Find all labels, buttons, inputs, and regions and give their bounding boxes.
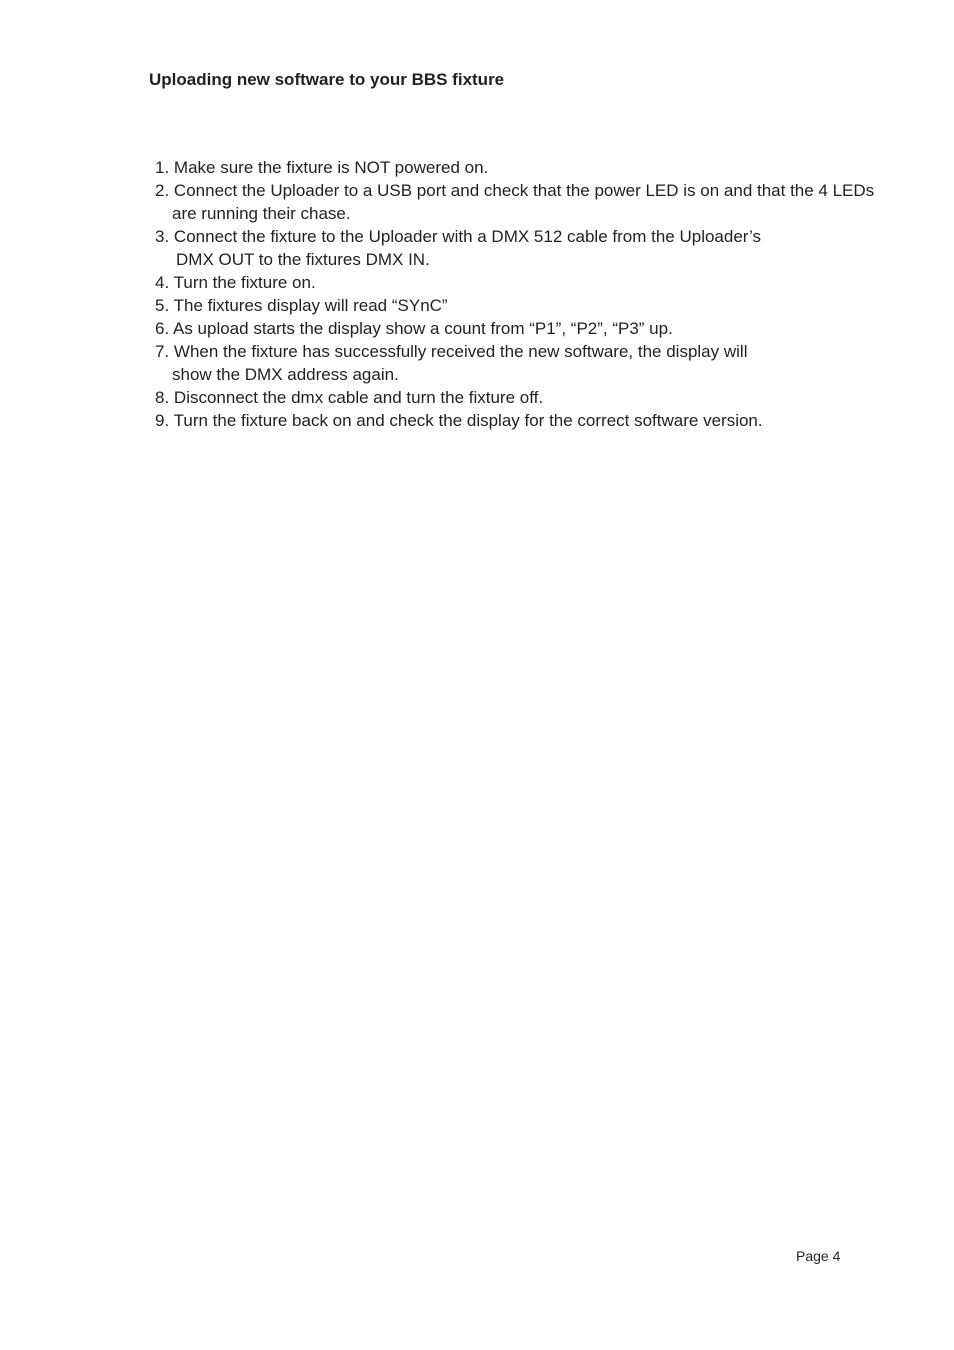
step-line: [155, 386, 915, 409]
step-number: 1.: [155, 158, 170, 177]
step-number: 6.: [155, 319, 170, 338]
step-text: As upload starts the display show a count from “P1”, “P2”, “P3” up.: [172, 319, 673, 338]
step-text: Connect the Uploader to a USB port and check that the power LED is on and that the 4 LEDs: [173, 181, 875, 200]
step-line: [155, 409, 915, 432]
step-number: 2.: [155, 181, 170, 200]
step-number: 7.: [155, 342, 170, 361]
list-item-step-7: [155, 340, 915, 386]
step-text: Turn the fixture back on and check the display for the correct software version.: [173, 411, 763, 430]
list-item-step-8: [155, 386, 915, 409]
step-line: [155, 317, 915, 340]
step-line: [155, 271, 915, 294]
step-line: [155, 340, 915, 363]
step-line: [155, 225, 915, 248]
steps-list: [155, 156, 915, 432]
list-item-step-1: [155, 156, 915, 179]
list-item-step-9: [155, 409, 915, 432]
step-text: Disconnect the dmx cable and turn the fixture off.: [173, 388, 544, 407]
page-title: Uploading new software to your BBS fixture: [149, 70, 505, 89]
step-number: 3.: [155, 227, 170, 246]
step-text-continued: show the DMX address again.: [172, 365, 399, 384]
list-item-step-2: [155, 179, 915, 225]
list-item-step-5: [155, 294, 915, 317]
step-number: 9.: [155, 411, 170, 430]
step-text: The fixtures display will read “SYnC”: [173, 296, 448, 315]
step-line: [155, 156, 915, 179]
step-number: 8.: [155, 388, 170, 407]
list-item-step-4: [155, 271, 915, 294]
step-text: Make sure the fixture is NOT powered on.: [173, 158, 489, 177]
list-item-step-3: [155, 225, 915, 271]
step-line: [155, 294, 915, 317]
step-text-continued: are running their chase.: [172, 204, 351, 223]
step-text-continued: DMX OUT to the fixtures DMX IN.: [176, 250, 430, 269]
step-number: 4.: [155, 273, 170, 292]
list-item-step-6: [155, 317, 915, 340]
step-line: [155, 179, 915, 202]
step-text: Connect the fixture to the Uploader with a DMX 512 cable from the Uploader’s: [173, 227, 762, 246]
page-number: Page 4: [796, 1248, 841, 1264]
step-text: Turn the fixture on.: [173, 273, 316, 292]
step-number: 5.: [155, 296, 170, 315]
step-text: When the fixture has successfully received the new software, the display will: [173, 342, 748, 361]
